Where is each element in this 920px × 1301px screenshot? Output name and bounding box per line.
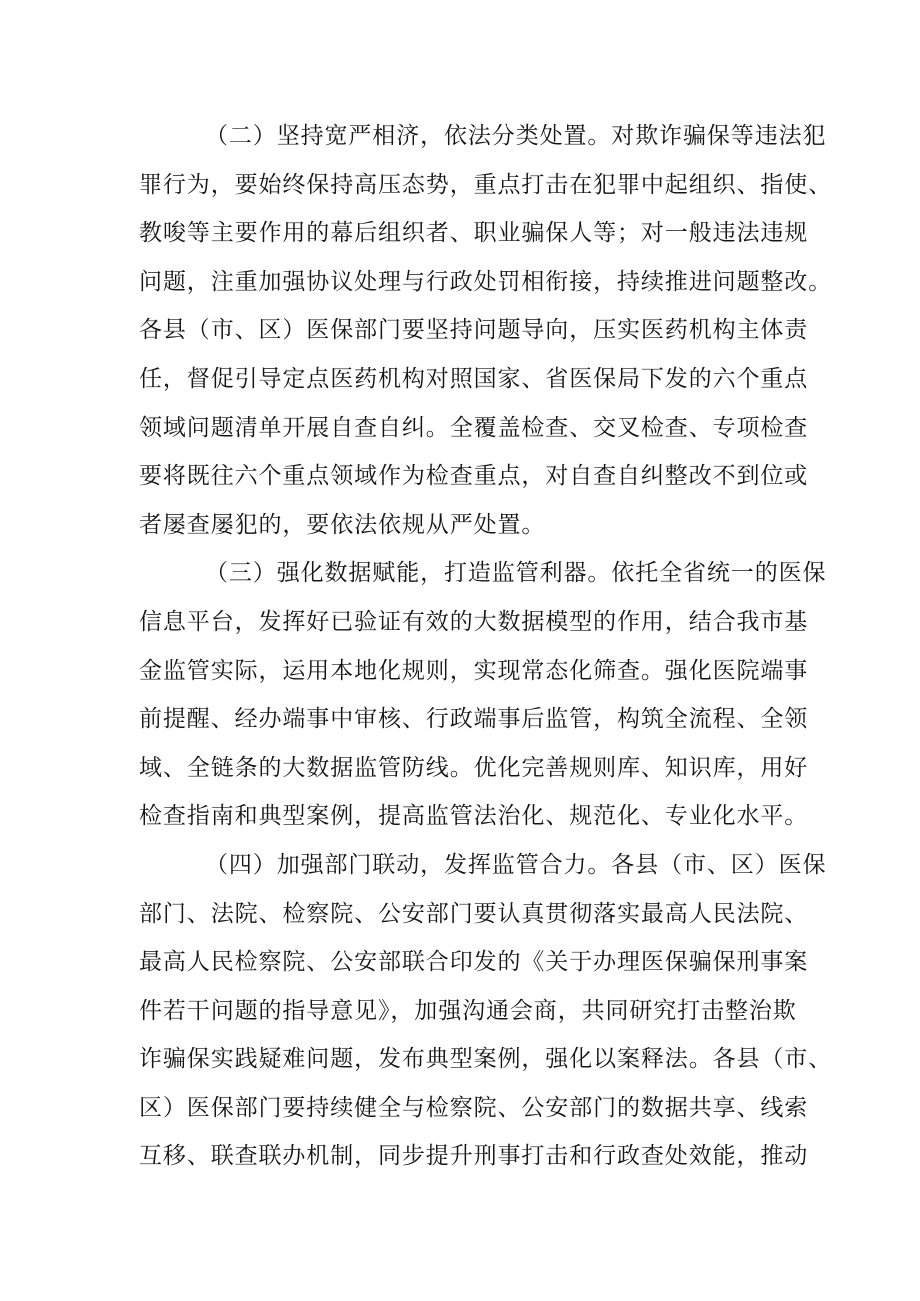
text-line: 金监管实际，运用本地化规则，实现常态化筛查。强化医院端事 <box>139 657 809 684</box>
text-line: 要将既往六个重点领域作为检查重点，对自查自纠整改不到位或 <box>139 463 809 490</box>
text-line: 问题，注重加强协议处理与行政处罚相衔接，持续推进问题整改。 <box>139 268 833 295</box>
text-line: 互移、联查联办机制，同步提升刑事打击和行政查处效能，推动 <box>139 1143 809 1170</box>
text-line: 者屡查屡犯的，要依法依规从严处置。 <box>139 511 546 538</box>
document-body <box>139 112 833 1181</box>
text-line: 部门、法院、检察院、公安部门要认真贯彻落实最高人民法院、 <box>139 900 809 927</box>
text-line: 检查指南和典型案例，提高监管法治化、规范化、专业化水平。 <box>139 803 809 830</box>
paragraph-3 <box>139 549 827 841</box>
text-line: 信息平台，发挥好已验证有效的大数据模型的作用，结合我市基 <box>139 608 809 635</box>
text-line: 诈骗保实践疑难问题，发布典型案例，强化以案释法。各县（市、 <box>139 1046 833 1073</box>
text-line: 区）医保部门要持续健全与检察院、公安部门的数据共享、线索 <box>139 1094 809 1121</box>
text-line: 最高人民检察院、公安部联合印发的《关于办理医保骗保刑事案 <box>139 949 809 976</box>
text-line: 前提醒、经办端事中审核、行政端事后监管，构筑全流程、全领 <box>139 706 809 733</box>
text-line: 件若干问题的指导意见》，加强沟通会商，共同研究打击整治欺 <box>139 997 797 1024</box>
text-line: （二）坚持宽严相济，依法分类处置。对欺诈骗保等违法犯 <box>205 123 827 149</box>
text-line: 罪行为，要始终保持高压态势，重点打击在犯罪中起组织、指使、 <box>139 171 833 198</box>
text-line: （四）加强部门联动，发挥监管合力。各县（市、区）医保 <box>205 851 827 878</box>
text-line: 各县（市、区）医保部门要坚持问题导向，压实医药机构主体责 <box>139 317 809 344</box>
text-line: 任，督促引导定点医药机构对照国家、省医保局下发的六个重点 <box>139 365 809 392</box>
paragraph-2 <box>139 112 833 549</box>
paragraph-4 <box>139 841 833 1181</box>
text-line: 教唆等主要作用的幕后组织者、职业骗保人等；对一般违法违规 <box>139 220 809 247</box>
text-line: （三）强化数据赋能，打造监管利器。依托全省统一的医保 <box>205 560 827 587</box>
text-line: 域、全链条的大数据监管防线。优化完善规则库、知识库，用好 <box>139 754 809 781</box>
text-line: 领域问题清单开展自查自纠。全覆盖检查、交叉检查、专项检查 <box>139 414 809 441</box>
